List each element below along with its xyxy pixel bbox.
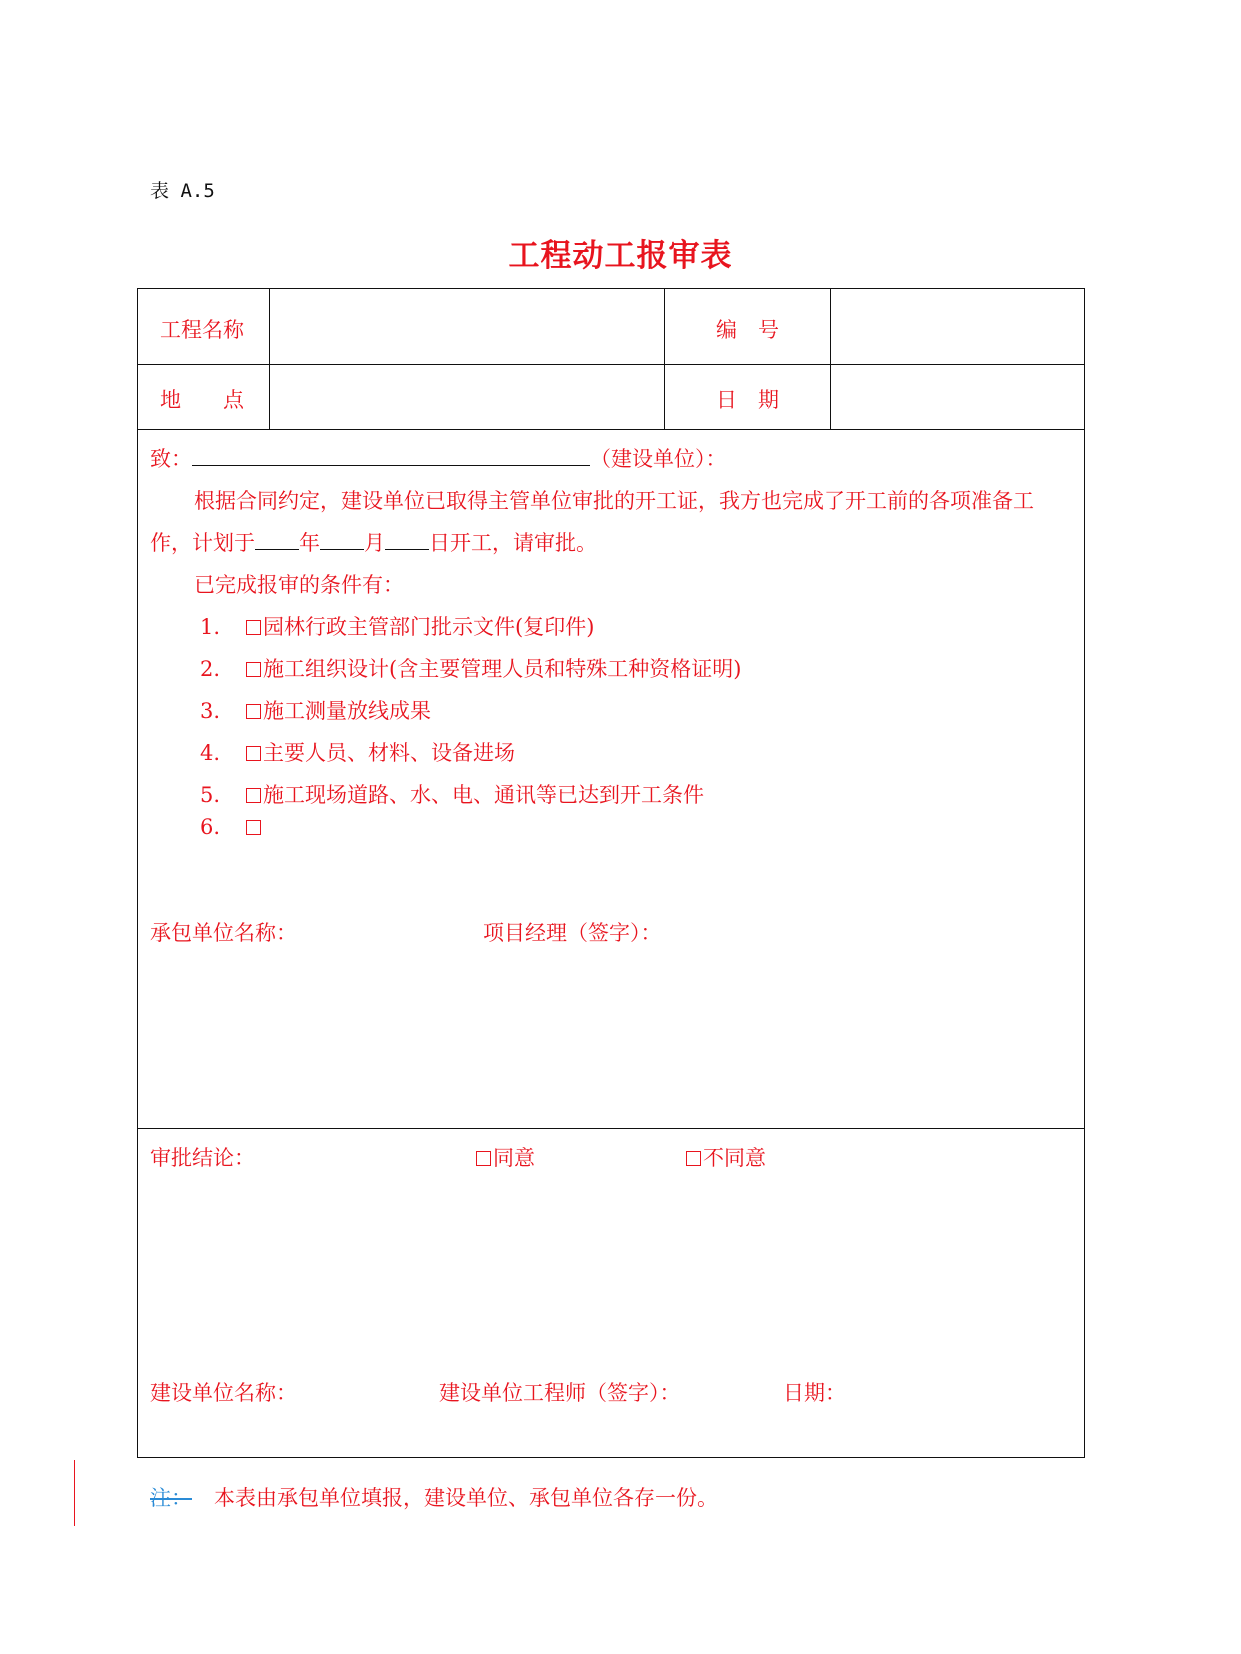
condition-checkbox[interactable]	[246, 704, 261, 719]
disagree-label: 不同意	[703, 1146, 766, 1170]
agree-option	[474, 1142, 535, 1172]
condition-number: 4.	[200, 741, 221, 765]
row-divider	[138, 364, 1084, 365]
condition-item	[200, 695, 431, 725]
condition-item	[200, 779, 704, 809]
project-name-label: 工程名称	[160, 318, 244, 342]
condition-checkbox[interactable]	[246, 788, 261, 803]
note-label: 注：	[150, 1486, 192, 1510]
condition-checkbox[interactable]	[246, 662, 261, 677]
condition-text: 施工测量放线成果	[263, 699, 431, 723]
year-label: 年	[299, 531, 320, 555]
request-paragraph-line2	[150, 527, 597, 557]
column-divider	[830, 289, 831, 429]
addressee-blank[interactable]	[192, 447, 590, 466]
condition-number: 2.	[200, 657, 221, 681]
condition-checkbox[interactable]	[246, 820, 261, 835]
owner-name-label: 建设单位名称：	[150, 1381, 297, 1405]
document-title: 工程动工报审表	[508, 238, 733, 274]
condition-text: 施工现场道路、水、电、通讯等已达到开工条件	[263, 783, 704, 807]
disagree-option	[684, 1142, 766, 1172]
location-label: 地 点	[160, 388, 244, 412]
month-blank[interactable]	[320, 531, 364, 550]
request-paragraph-line1: 根据合同约定，建设单位已取得主管单位审批的开工证，我方也完成了开工前的各项准备工	[194, 489, 1034, 513]
margin-change-bar	[74, 1460, 75, 1526]
number-field[interactable]	[833, 291, 1083, 363]
day-suffix: 日开工，请审批。	[429, 531, 597, 555]
addressee-line	[150, 443, 727, 473]
footnote	[150, 1482, 718, 1512]
condition-item	[200, 611, 594, 641]
conditions-intro: 已完成报审的条件有：	[194, 573, 404, 597]
approval-form-table	[137, 288, 1085, 1458]
disagree-checkbox[interactable]	[686, 1151, 701, 1166]
plan-prefix: 作，计划于	[150, 531, 255, 555]
row-divider	[138, 429, 1084, 430]
owner-engineer-label: 建设单位工程师（签字）：	[439, 1381, 681, 1405]
condition-item	[200, 653, 741, 683]
condition-number: 5.	[200, 783, 221, 807]
agree-checkbox[interactable]	[476, 1151, 491, 1166]
contractor-name-label: 承包单位名称：	[150, 921, 297, 945]
approval-date-label: 日期：	[783, 1381, 846, 1405]
condition-number: 3.	[200, 699, 221, 723]
day-blank[interactable]	[385, 531, 429, 550]
row-divider	[138, 1128, 1084, 1129]
condition-text: 施工组织设计(含主要管理人员和特殊工种资格证明)	[263, 657, 742, 681]
project-manager-label: 项目经理（签字）：	[483, 921, 662, 945]
column-divider	[269, 289, 270, 429]
condition-item	[200, 737, 515, 767]
condition-item	[200, 815, 263, 839]
date-field[interactable]	[833, 367, 1083, 427]
condition-checkbox[interactable]	[246, 746, 261, 761]
column-divider	[664, 289, 665, 429]
condition-text: 主要人员、材料、设备进场	[263, 741, 515, 765]
condition-number: 1.	[200, 615, 221, 639]
location-field[interactable]	[272, 367, 662, 427]
table-number: 表 A.5	[150, 180, 215, 202]
to-label: 致：	[150, 447, 192, 471]
project-name-field[interactable]	[272, 291, 662, 363]
to-suffix: （建设单位）：	[590, 447, 727, 471]
conclusion-label: 审批结论：	[150, 1146, 255, 1170]
number-label: 编 号	[716, 318, 779, 342]
date-label: 日 期	[716, 388, 779, 412]
month-label: 月	[364, 531, 385, 555]
condition-checkbox[interactable]	[246, 620, 261, 635]
year-blank[interactable]	[255, 531, 299, 550]
condition-number: 6.	[200, 815, 221, 839]
condition-text: 园林行政主管部门批示文件(复印件)	[263, 615, 595, 639]
note-text: 本表由承包单位填报，建设单位、承包单位各存一份。	[214, 1486, 718, 1510]
agree-label: 同意	[493, 1146, 535, 1170]
